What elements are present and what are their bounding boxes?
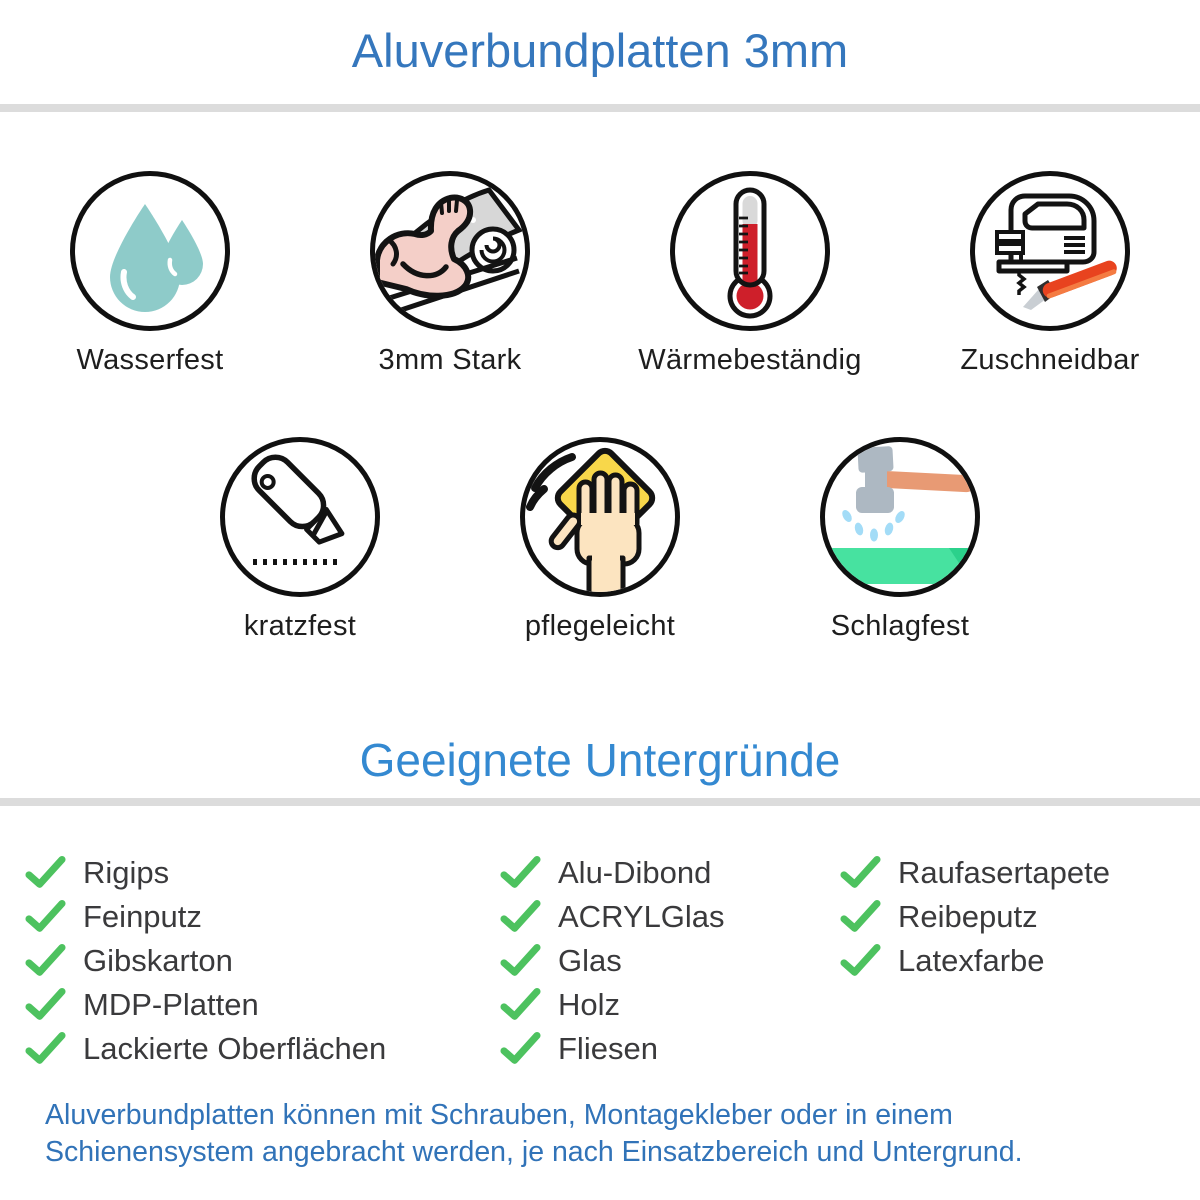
thermometer-icon: [670, 171, 830, 331]
feature-schlagfest: [750, 437, 1050, 643]
feature-wasserfest: [0, 171, 300, 377]
check-icon: [500, 856, 541, 889]
utility-knife-icon: [220, 437, 380, 597]
check-icon: [840, 856, 881, 889]
mounting-note-line2: Schienensystem angebracht werden, je nach Einsatzbereich und Untergrund.: [45, 1135, 1023, 1168]
substrates-column-3: [840, 851, 1180, 1071]
list-item: [500, 939, 840, 983]
feature-label: kratzfest: [243, 609, 357, 642]
substrates-column-2: [500, 851, 840, 1071]
cleaning-hand-icon: [520, 437, 680, 597]
substrate-label: Glas: [558, 942, 622, 978]
check-icon: [840, 900, 881, 933]
feature-label: Schlagfest: [830, 609, 970, 642]
section-title: Geeignete Untergründe: [359, 733, 841, 786]
substrate-label: Gibskarton: [83, 942, 233, 978]
mounting-note: [45, 1097, 1200, 1171]
check-icon: [25, 1032, 66, 1065]
list-item: [500, 983, 840, 1027]
substrates-column-1: [25, 851, 500, 1071]
feature-label: 3mm Stark: [378, 343, 522, 376]
list-item: [500, 1027, 840, 1071]
list-item: [25, 939, 500, 983]
divider-top: [0, 104, 1200, 112]
features-row-1: [0, 171, 1200, 377]
check-icon: [25, 856, 66, 889]
muscle-arm-icon: [370, 171, 530, 331]
list-item: [840, 939, 1180, 983]
check-icon: [500, 900, 541, 933]
substrate-label: ACRYLGlas: [558, 898, 725, 934]
list-item: [500, 851, 840, 895]
feature-label: Wärmebeständig: [638, 343, 862, 376]
feature-label: Wasserfest: [76, 343, 224, 376]
substrate-label: Raufasertapete: [898, 854, 1110, 890]
list-item: [840, 895, 1180, 939]
check-icon: [500, 1032, 541, 1065]
check-icon: [500, 988, 541, 1021]
check-icon: [25, 988, 66, 1021]
substrate-label: Lackierte Oberflächen: [83, 1030, 387, 1066]
feature-waermebestaendig: [600, 171, 900, 377]
substrate-label: Alu-Dibond: [558, 854, 712, 890]
list-item: [25, 895, 500, 939]
divider-middle: [0, 798, 1200, 806]
page-title: Aluverbundplatten 3mm: [351, 24, 849, 77]
feature-label: pflegeleicht: [524, 609, 676, 642]
list-item: [25, 851, 500, 895]
jigsaw-icon: [970, 171, 1130, 331]
hammer-icon: [820, 437, 980, 597]
check-icon: [25, 944, 66, 977]
substrates-section: [0, 851, 1200, 1071]
features-row-2: [0, 437, 1200, 643]
feature-pflegeleicht: [450, 437, 750, 643]
list-item: [25, 983, 500, 1027]
check-icon: [25, 900, 66, 933]
substrate-label: Rigips: [83, 854, 170, 890]
list-item: [840, 851, 1180, 895]
mounting-note-line1: Aluverbundplatten können mit Schrauben, Montagekleber oder in einem: [45, 1098, 953, 1131]
substrate-label: Holz: [558, 986, 621, 1022]
substrate-label: Feinputz: [83, 898, 202, 934]
substrate-label: Latexfarbe: [898, 942, 1045, 978]
substrate-label: Fliesen: [558, 1030, 658, 1066]
check-icon: [500, 944, 541, 977]
list-item: [500, 895, 840, 939]
check-icon: [840, 944, 881, 977]
feature-label: Zuschneidbar: [960, 343, 1140, 376]
list-item: [25, 1027, 500, 1071]
feature-kratzfest: [150, 437, 450, 643]
substrate-label: Reibeputz: [898, 898, 1038, 934]
substrate-label: MDP-Platten: [83, 986, 259, 1022]
feature-3mm-stark: [300, 171, 600, 377]
feature-zuschneidbar: [900, 171, 1200, 377]
water-drops-icon: [70, 171, 230, 331]
